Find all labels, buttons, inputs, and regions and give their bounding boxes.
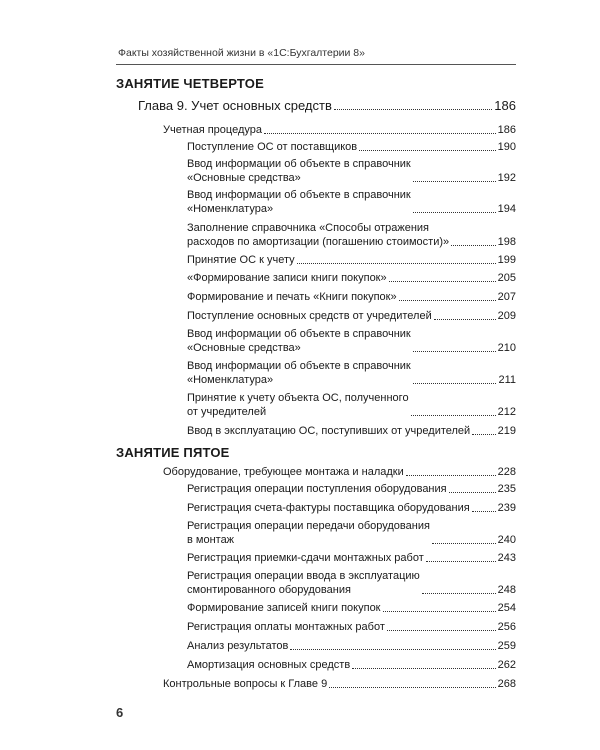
toc-entry[interactable] bbox=[187, 253, 516, 267]
toc-entry[interactable] bbox=[187, 639, 516, 653]
toc-entry-text: Регистрация оплаты монтажных работ bbox=[187, 621, 385, 633]
toc-entry-text: Ввод в эксплуатацию ОС, поступивших от учредителей bbox=[187, 425, 471, 437]
toc-entry[interactable] bbox=[187, 569, 516, 597]
dot-leader bbox=[426, 561, 496, 562]
toc-entry[interactable] bbox=[187, 309, 516, 323]
toc-entry-text: Регистрация операции ввода в эксплуатацию смонтированного оборудования bbox=[187, 570, 420, 596]
dot-leader bbox=[352, 668, 495, 669]
toc-entry-page: 190 bbox=[497, 141, 516, 153]
toc-entry[interactable] bbox=[138, 99, 516, 113]
toc-entry[interactable] bbox=[187, 620, 516, 634]
toc-entry[interactable] bbox=[163, 123, 516, 137]
toc-entry[interactable] bbox=[187, 290, 516, 304]
toc-entry-page: 209 bbox=[497, 310, 516, 322]
toc-entry-text: Регистрация операции передачи оборудования в монтаж bbox=[187, 520, 430, 546]
toc-entry[interactable] bbox=[163, 677, 516, 691]
toc-entry-text: «Формирование записи книги покупок» bbox=[187, 272, 387, 284]
dot-leader bbox=[389, 281, 496, 282]
toc-entry-page: 210 bbox=[497, 342, 516, 354]
toc-entry[interactable] bbox=[187, 271, 516, 285]
dot-leader bbox=[451, 245, 496, 246]
toc-entry-page: 243 bbox=[497, 552, 516, 564]
toc-entry[interactable] bbox=[187, 551, 516, 565]
dot-leader bbox=[413, 383, 497, 384]
dot-leader bbox=[329, 687, 495, 688]
toc-entry-text: Регистрация операции поступления оборудования bbox=[187, 483, 447, 495]
toc-entry[interactable] bbox=[187, 501, 516, 515]
dot-leader bbox=[297, 263, 496, 264]
dot-leader bbox=[432, 543, 496, 544]
toc-entry[interactable] bbox=[187, 188, 516, 216]
dot-leader bbox=[422, 593, 496, 594]
toc-entry-page: 192 bbox=[497, 172, 516, 184]
toc-entry-page: 194 bbox=[497, 203, 516, 215]
page-number: 6 bbox=[116, 705, 124, 720]
toc-entry-page: 186 bbox=[497, 124, 516, 136]
toc-entry-page: 259 bbox=[497, 640, 516, 652]
toc-entry-page: 262 bbox=[497, 659, 516, 671]
toc-entry-text: Ввод информации об объекте в справочник «Основные средства» bbox=[187, 328, 411, 354]
toc-entry-text: Глава 9. Учет основных средств bbox=[138, 98, 332, 113]
toc-entry-text: Оборудование, требующее монтажа и наладки bbox=[163, 466, 404, 478]
toc-entry-text: Формирование и печать «Книги покупок» bbox=[187, 291, 397, 303]
toc-entry[interactable] bbox=[187, 140, 516, 154]
dot-leader bbox=[413, 212, 496, 213]
toc-entry[interactable] bbox=[187, 157, 516, 185]
dot-leader bbox=[359, 150, 496, 151]
dot-leader bbox=[472, 511, 496, 512]
toc-entry-page: 268 bbox=[497, 678, 516, 690]
dot-leader bbox=[449, 492, 496, 493]
toc-entry[interactable] bbox=[187, 658, 516, 672]
toc-entry-page: 254 bbox=[497, 602, 516, 614]
toc-entry-text: Поступление основных средств от учредителей bbox=[187, 310, 432, 322]
toc-entry-text: Формирование записей книги покупок bbox=[187, 602, 381, 614]
toc-entry-text: Регистрация счета-фактуры поставщика оборудования bbox=[187, 502, 470, 514]
dot-leader bbox=[334, 109, 492, 110]
toc-entry-page: 186 bbox=[494, 98, 516, 113]
toc-entry-page: 211 bbox=[498, 374, 516, 386]
toc-entry-page: 248 bbox=[497, 584, 516, 596]
dot-leader bbox=[264, 133, 496, 134]
toc-entry-text: Анализ результатов bbox=[187, 640, 289, 652]
dot-leader bbox=[413, 351, 496, 352]
toc-entry[interactable] bbox=[187, 519, 516, 547]
toc-entry-text: Ввод информации об объекте в справочник «Основные средства» bbox=[187, 158, 411, 184]
toc-entry[interactable] bbox=[187, 327, 516, 355]
dot-leader bbox=[406, 475, 496, 476]
toc-entry-text: Принятие ОС к учету bbox=[187, 254, 295, 266]
toc-entry[interactable] bbox=[187, 221, 516, 249]
toc-entry[interactable] bbox=[187, 601, 516, 615]
toc-entry-text: Принятие к учету объекта ОС, полученного от учредителей bbox=[187, 392, 409, 418]
dot-leader bbox=[399, 300, 496, 301]
toc-entry-page: 228 bbox=[497, 466, 516, 478]
toc-entry[interactable] bbox=[187, 359, 516, 387]
toc-entry-text: Регистрация приемки-сдачи монтажных работ bbox=[187, 552, 424, 564]
toc-entry-page: 205 bbox=[497, 272, 516, 284]
toc-entry-text: Амортизация основных средств bbox=[187, 659, 351, 671]
toc-entry-text: Поступление ОС от поставщиков bbox=[187, 141, 358, 153]
toc-entry-page: 198 bbox=[497, 236, 516, 248]
dot-leader bbox=[411, 415, 496, 416]
section-title-lesson-4: ЗАНЯТИЕ ЧЕТВЕРТОЕ bbox=[116, 76, 264, 91]
dot-leader bbox=[434, 319, 496, 320]
dot-leader bbox=[383, 611, 496, 612]
toc-entry[interactable] bbox=[187, 391, 516, 419]
toc-entry[interactable] bbox=[163, 465, 516, 479]
running-header: Факты хозяйственной жизни в «1С:Бухгалтерии 8» bbox=[118, 47, 365, 59]
toc-entry-text: Ввод информации об объекте в справочник «Номенклатура» bbox=[187, 189, 411, 215]
header-rule bbox=[116, 64, 516, 65]
toc-entry-page: 239 bbox=[497, 502, 516, 514]
toc-entry-text: Контрольные вопросы к Главе 9 bbox=[163, 678, 328, 690]
toc-entry-page: 212 bbox=[497, 406, 516, 418]
toc-entry-page: 240 bbox=[497, 534, 516, 546]
toc-entry-page: 219 bbox=[497, 425, 516, 437]
toc-entry-page: 235 bbox=[497, 483, 516, 495]
toc-entry[interactable] bbox=[187, 482, 516, 496]
section-title-lesson-5: ЗАНЯТИЕ ПЯТОЕ bbox=[116, 445, 230, 460]
dot-leader bbox=[413, 181, 496, 182]
toc-entry-text: Ввод информации об объекте в справочник «Номенклатура» bbox=[187, 360, 411, 386]
toc-entry-page: 199 bbox=[497, 254, 516, 266]
toc-entry-text: Заполнение справочника «Способы отражения расходов по амортизации (погашению стоимости)» bbox=[187, 222, 450, 248]
toc-entry-page: 256 bbox=[497, 621, 516, 633]
toc-entry-page: 207 bbox=[497, 291, 516, 303]
toc-entry-text: Учетная процедура bbox=[163, 124, 262, 136]
dot-leader bbox=[387, 630, 496, 631]
dot-leader bbox=[290, 649, 495, 650]
dot-leader bbox=[472, 434, 495, 435]
toc-entry[interactable] bbox=[187, 424, 516, 438]
